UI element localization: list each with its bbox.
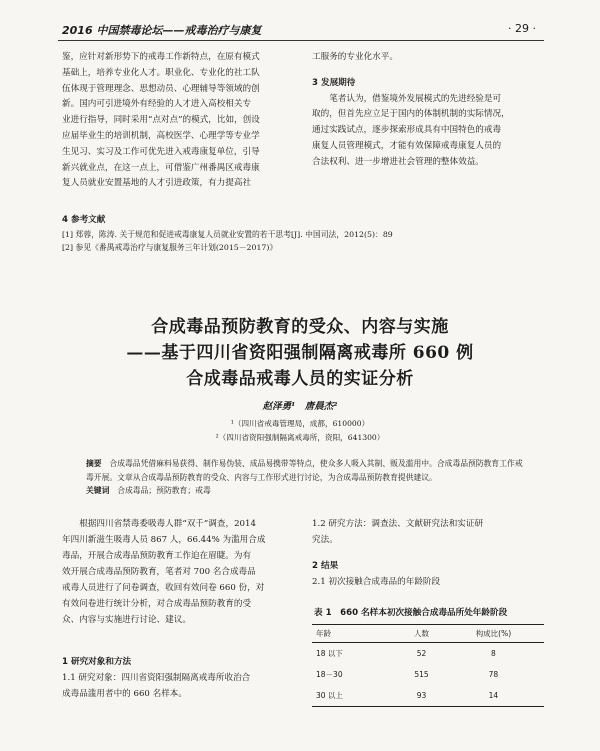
page-number: · 29 ·	[508, 22, 536, 35]
section-heading: 3 发展期待	[312, 77, 356, 88]
text-line: 1.1 研究对象：四川省资阳强制隔离戒毒所收治合	[62, 673, 251, 683]
text-line: 根据四川省禁毒委吸毒人群“双千”调查，2014	[79, 519, 256, 529]
table-cell: 30 以上	[312, 685, 400, 707]
text-line: 笔者认为，借鉴境外发展模式的先进经验是可	[329, 93, 502, 104]
table-row	[312, 685, 544, 707]
body-left-column	[62, 516, 294, 702]
table-cell: 8	[491, 649, 496, 658]
journal-header: 2016 中国禁毒论坛——戒毒治疗与康复	[62, 24, 262, 37]
text-line: 合法权利、进一步增进社会管理的整体效益。	[312, 156, 484, 167]
table-row	[312, 664, 544, 685]
top-left-column	[62, 50, 294, 192]
text-line: 康复人员管理模式，才能有效保障戒毒康复人员的	[312, 140, 502, 151]
text-line: 取的，但首先应立足于国内的体制机制的实际情况，	[312, 109, 510, 120]
text-line: 生见习、实习及工作可优先进入戒毒康复单位，引导	[62, 146, 260, 157]
reference-item: [2] 参见《番禺戒毒治疗与康复服务三年计划(2015－2017)》	[62, 243, 278, 252]
table-header: 年龄	[312, 625, 400, 643]
text-line: 效开展合成毒品预防教育，笔者对 700 名合成毒品	[62, 567, 256, 577]
text-line: 基础上，培养专业化人才。职业化、专业化的社工队	[62, 67, 260, 78]
abstract-text: 合成毒品凭借麻料易获得、制作易伪装、成品易携带等特点，使众多人吸入其制、贩及滥用中。合成毒品预防教育工作戒毒开展。文章从合成毒品预防教育的受众、内容与工作形式进行讨论，为合成毒品预防教育提供建议。	[86, 459, 523, 482]
age-table	[312, 624, 544, 707]
table-cell: 515	[414, 670, 429, 679]
affiliation: ²（四川省资阳强制隔离戒毒所，资阳，641300）	[215, 433, 385, 442]
article-title-line2: ——基于四川省资阳强制隔离戒毒所 660 例	[126, 343, 474, 363]
section-heading: 2 结果	[312, 561, 339, 571]
references	[62, 214, 542, 255]
text-line: 成毒品滥用者中的 660 名样本。	[62, 689, 187, 699]
text-line: 业进行指导，同时采用“点对点”的模式，比如，创设	[62, 115, 260, 126]
text-line: 1.2 研究方法：调查法、文献研究法和实证研	[312, 519, 484, 529]
abstract-block	[86, 457, 526, 484]
subsection-heading: 2.1 初次接触合成毒品的年龄阶段	[312, 577, 441, 587]
text-line: 新。国内可引进境外有经验的人才进入高校相关专	[62, 99, 252, 110]
table-row	[312, 643, 544, 665]
text-line: 鉴，应针对新形势下的戒毒工作新特点，在原有模式	[62, 52, 260, 62]
affiliation: ¹（四川省戒毒管理局，成都，610000）	[230, 419, 370, 428]
table-cell: 18 以下	[316, 649, 343, 658]
text-line: 戒毒人员进行了问卷调查，收回有效问卷 660 份，对	[62, 583, 265, 593]
body-right-column	[312, 516, 544, 590]
text-line: 新兴就业点，在这一点上，可借鉴广州番禺区戒毒康	[62, 162, 260, 173]
keywords-text: 合成毒品；预防教育；戒毒	[117, 486, 211, 495]
text-line: 有效问卷进行统计分析，对合成毒品预防教育的受	[62, 599, 252, 609]
table-cell: 52	[416, 649, 427, 658]
abstract-label: 摘要	[86, 459, 102, 468]
table-header: 人数	[400, 625, 443, 643]
text-line: 通过实践试点，逐步探索形成具有中国特色的戒毒	[312, 125, 502, 136]
text-line: 复人员就业安置基地的人才引进政策，有力提高社	[62, 178, 252, 189]
table-cell: 78	[488, 670, 499, 679]
keywords-block	[86, 484, 526, 498]
text-line: 伍体现于管理理念、思想动员、心理辅导等领域的创	[62, 83, 260, 94]
top-right-column	[312, 50, 544, 171]
reference-item: [1] 郑蓉，陈涛. 关于规范和促进戒毒康复人员就业安置的若干思考[J]. 中国司法，2012(5)：89	[62, 229, 393, 239]
references-heading: 4 参考文献	[62, 215, 106, 225]
table-cell: 14	[443, 685, 544, 707]
text-line: 众、内容与实施进行讨论、建议。	[62, 615, 191, 625]
text-line: 工服务的专业化水平。	[312, 52, 398, 62]
abstract	[86, 457, 526, 498]
text-line: 毒品，开展合成毒品预防教育工作迫在眉睫。为有	[62, 551, 252, 561]
article-title-line3: 合成毒品戒毒人员的实证分析	[186, 369, 414, 389]
table-header-row	[312, 625, 544, 643]
table-cell: 93	[400, 685, 443, 707]
text-line: 究法。	[312, 535, 338, 545]
table-header: 构成比(%)	[443, 625, 544, 643]
table-caption: 表 1 660 名样本初次接触合成毒品所处年龄阶段	[314, 608, 508, 618]
table-cell: 18－30	[316, 670, 343, 679]
header-rule	[58, 40, 544, 41]
text-line: 年四川新滋生吸毒人员 867 人，66.44% 为滥用合成	[62, 535, 266, 545]
text-line: 应届毕业生的培训机制，高校医学、心理学等专业学	[62, 130, 260, 141]
article-title-line1: 合成毒品预防教育的受众、内容与实施	[151, 317, 449, 337]
authors: 赵泽勇¹ 唐晨杰²	[262, 401, 338, 412]
keywords-label: 关键词	[86, 486, 110, 495]
section-heading: 1 研究对象和方法	[62, 657, 132, 667]
